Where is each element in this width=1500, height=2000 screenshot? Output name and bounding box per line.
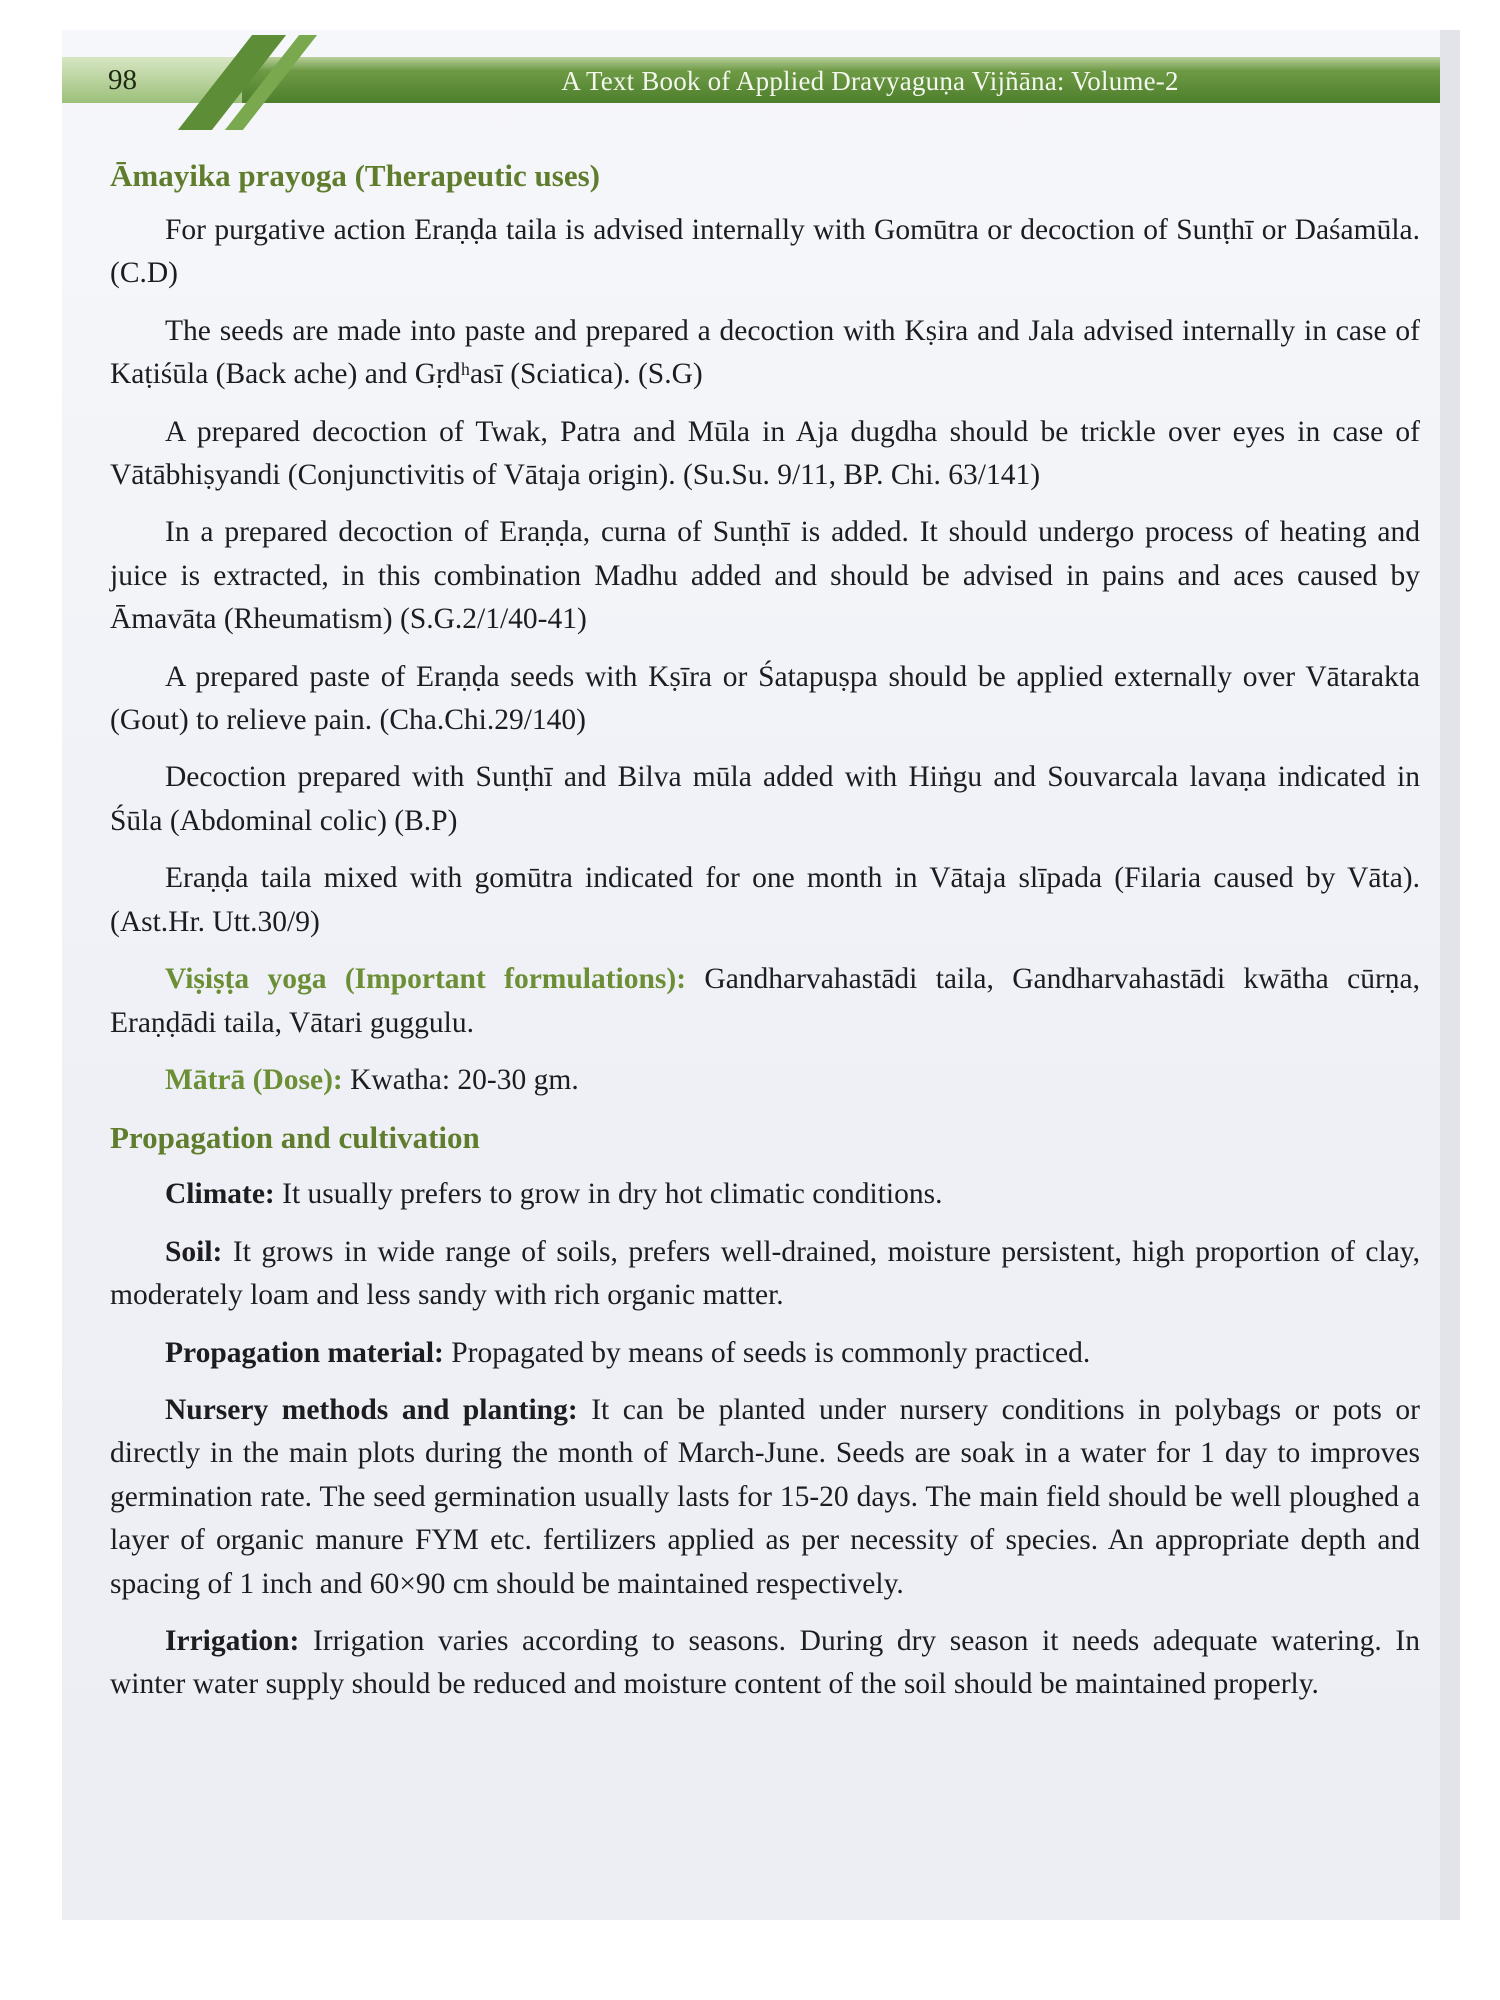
page-number: 98 bbox=[108, 64, 137, 96]
page-edge bbox=[1440, 30, 1460, 1920]
paragraph: The seeds are made into paste and prepared a decoction with Kṣira and Jala advised internally in case of Kaṭiśūla (Back ache) and Gṛdʰasī (Sciatica). (S.G) bbox=[110, 314, 1420, 391]
paragraph: In a prepared decoction of Eraṇḍa, curna of Sunṭhī is added. It should undergo process of heating and juice is extracted, in this combination Madhu added and should be advised in pains and aces caused by Āmavāta (Rheumatism) (S.G.2/1/40-41) bbox=[110, 516, 1420, 636]
dose-text: Kwatha: 20-30 gm. bbox=[342, 1063, 579, 1096]
dose-paragraph bbox=[110, 1059, 1420, 1102]
paragraph: Eraṇḍa taila mixed with gomūtra indicated for one month in Vātaja slīpada (Filaria caused by Vāta). (Ast.Hr. Utt.30/9) bbox=[110, 862, 1420, 938]
nursery-paragraph bbox=[110, 1389, 1420, 1606]
item-label: Nursery methods and planting: bbox=[165, 1393, 578, 1426]
paragraph: Decoction prepared with Sunṭhī and Bilva mūla added with Hiṅgu and Souvarcala lavaṇa indicated in Śūla (Abdominal colic) (B.P) bbox=[110, 761, 1420, 837]
paragraph: A prepared decoction of Twak, Patra and Mūla in Aja dugdha should be trickle over eyes in case of Vātābhiṣyandi (Conjunctivitis of Vātaja origin). (Su.Su. 9/11, BP. Chi. 63/141) bbox=[110, 415, 1420, 492]
running-title: A Text Book of Applied Dravyaguṇa Vijñāna: Volume-2 bbox=[561, 66, 1179, 96]
item-label: Irrigation: bbox=[165, 1624, 300, 1657]
item-text: It can be planted under nursery conditions in polybags or pots or directly in the main plots during the month of March-June. Seeds are soak in a water for 1 day to improves germination rate. The seed germination usually lasts for 15-20 days. The main field should be well ploughed a layer of organic manure FYM etc. fertilizers applied as per necessity of species. An appropriate depth and spacing of 1 inch and 60×90 cm should be maintained respectively. bbox=[110, 1393, 1420, 1600]
formulations-paragraph bbox=[110, 958, 1420, 1045]
dose-label: Mātrā (Dose): bbox=[165, 1063, 343, 1096]
formulations-text: Gandharvahastādi taila, Gandharvahastādi kwātha cūrṇa, Eraṇḍādi taila, Vātari guggulu. bbox=[110, 963, 1420, 1039]
item-text: It usually prefers to grow in dry hot climatic conditions. bbox=[274, 1178, 943, 1211]
page-content bbox=[110, 154, 1420, 1721]
item-label: Propagation material: bbox=[165, 1336, 444, 1369]
item-label: Climate: bbox=[165, 1178, 275, 1211]
section-heading-therapeutic-uses: Āmayika prayoga (Therapeutic uses) bbox=[110, 158, 600, 193]
paragraph: A prepared paste of Eraṇḍa seeds with Kṣīra or Śatapuṣpa should be applied externally over Vātarakta (Gout) to relieve pain. (Cha.Chi.29/140) bbox=[110, 660, 1420, 737]
propagation-material-paragraph bbox=[110, 1332, 1420, 1375]
irrigation-paragraph bbox=[110, 1620, 1420, 1707]
formulations-label: Viṣiṣṭa yoga (Important formulations): bbox=[165, 963, 687, 996]
item-label: Soil: bbox=[165, 1235, 223, 1268]
soil-paragraph bbox=[110, 1231, 1420, 1318]
paragraph: For purgative action Eraṇḍa taila is advised internally with Gomūtra or decoction of Sunṭhī or Daśamūla. (C.D) bbox=[110, 214, 1420, 290]
climate-paragraph bbox=[110, 1173, 1420, 1216]
item-text: Propagated by means of seeds is commonly practiced. bbox=[443, 1336, 1091, 1369]
section-heading-propagation: Propagation and cultivation bbox=[110, 1120, 480, 1156]
item-text: It grows in wide range of soils, prefers well-drained, moisture persistent, high proportion of clay, moderately loam and less sandy with rich organic matter. bbox=[110, 1235, 1420, 1312]
item-text: Irrigation varies according to seasons. During dry season it needs adequate watering. In winter water supply should be reduced and moisture content of the soil should be maintained properly. bbox=[110, 1624, 1420, 1701]
